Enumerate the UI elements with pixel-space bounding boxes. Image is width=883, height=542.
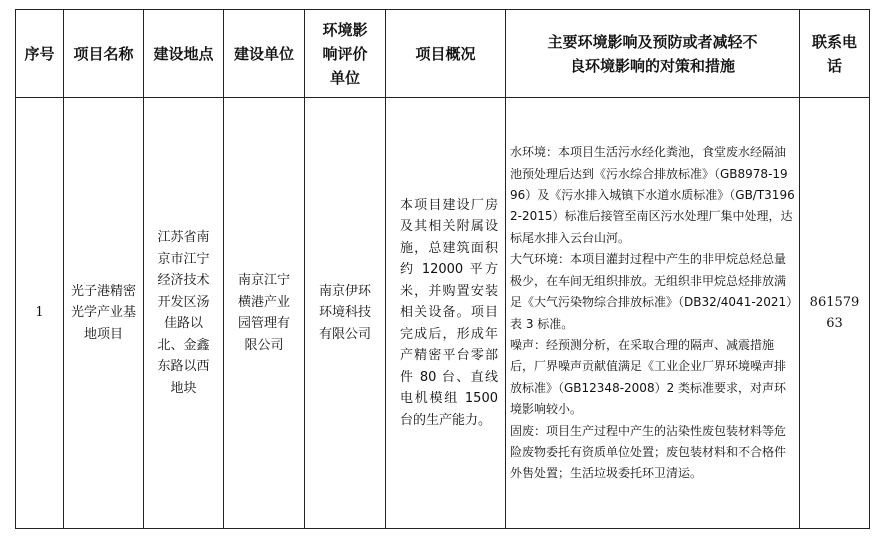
- header-location: 建设地点: [144, 10, 224, 98]
- cell-project-name: 光子港精密光学产业基地项目: [64, 98, 144, 529]
- measure-solid-waste: 固废：项目生产过程中产生的沾染性废包装材料等危险废物委托有资质单位处置；废包装材料和不合格件外售处置；生活垃圾委托环卫清运。: [510, 423, 787, 481]
- cell-seq: 1: [16, 98, 64, 529]
- cell-phone: 86157963: [800, 98, 870, 529]
- table-header-row: [16, 10, 870, 98]
- table-row: [16, 98, 870, 529]
- header-seq: 序号: [16, 10, 64, 98]
- header-project-name: 项目名称: [64, 10, 144, 98]
- header-builder: 建设单位: [224, 10, 305, 98]
- project-info-table: [15, 9, 870, 529]
- measure-noise: 噪声：经预测分析，在采取合理的隔声、减震措施后，厂界噪声贡献值满足《工业企业厂界环境噪声排放标准》（GB12348-2008）2 类标准要求，对声环境影响较小。: [510, 337, 787, 417]
- header-phone: 联系电话: [800, 10, 870, 98]
- header-eia-unit: 环境影响评价单位: [305, 10, 386, 98]
- header-overview: 项目概况: [386, 10, 506, 98]
- measure-air: 大气环境：本项目灌封过程中产生的非甲烷总烃总量极少，在车间无组织排放。无组织非甲烷总烃排放满足《大气污染物综合排放标准》（DB32/4041-2021）表 3 标准。: [510, 252, 793, 331]
- header-measures: 主要环境影响及预防或者减轻不良环境影响的对策和措施: [506, 10, 800, 98]
- cell-eia-unit: 南京伊环环境科技有限公司: [305, 98, 386, 529]
- measure-water: 水环境：本项目生活污水经化粪池，食堂废水经隔油池预处理后达到《污水综合排放标准》（GB8978-1996）及《污水排入城镇下水道水质标准》（GB/T31962-2015）标准后接管至南区污水处理厂集中处理，达标尾水排入云台山河。: [510, 145, 795, 245]
- cell-builder: 南京江宁横港产业园管理有限公司: [224, 98, 305, 529]
- cell-overview: 本项目建设厂房及其相关附属设施，总建筑面积约 12000 平方米，并购置安装相关设备。项目完成后，形成年产精密平台零部件 80 台、直线电机模组 1500 台的生产能力。: [386, 98, 506, 529]
- cell-measures: [506, 98, 800, 529]
- cell-location: 江苏省南京市江宁经济技术开发区汤佳路以北、金鑫东路以西地块: [144, 98, 224, 529]
